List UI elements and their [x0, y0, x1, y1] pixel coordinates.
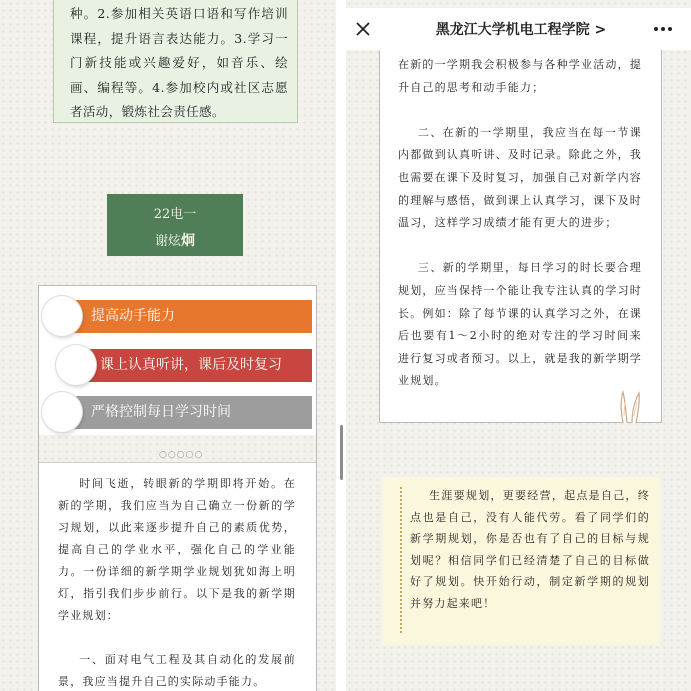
class-label: 22电一 — [153, 207, 197, 222]
top-text-card — [53, 0, 298, 123]
closing-card — [382, 477, 660, 645]
closing-text: 生涯要规划，更要经营，起点是自己，终点也是自己，没有人能代劳。看了同学们的新学期规划，你是否也有了自己的目标与规划呢？相信同学们已经清楚了自己的目标做好了规划。快开始行动，制定新学期的规划并努力起来吧！ — [410, 489, 650, 610]
plan-intro-text: 时间飞逝，转眼新的学期即将开始。在新的学期，我们应当为自己确立一份新的学习规划，以此来逐步提升自己的素质优势，提高自己的学业水平，强化自己的学业能力。一份详细的新学期学业规划犹如海上明灯，指引我们步步前行。以下是我的新学期学业规划： 一、面对电气工程及其自动化的发展前景，我应当提升自己的实际动手能力。 — [58, 477, 296, 688]
profile-box — [107, 194, 243, 256]
pagination-dots[interactable]: ○○○○○ — [159, 450, 204, 460]
more-icon[interactable] — [652, 20, 674, 38]
account-title-link[interactable]: 黑龙江大学机电工程学院 > — [435, 22, 607, 38]
nav-bar — [346, 8, 691, 50]
student-name-last: 炯 — [181, 233, 195, 249]
top-card-text: 种。2.参加相关英语口语和写作培训课程，提升语言表达能力。3.学习一门新技能或兴趣爱好，如音乐、绘画、编程等。4.参加校内或社区志愿者活动，锻炼社会责任感。 — [70, 6, 288, 120]
dotted-line — [400, 487, 402, 633]
scrollbar[interactable] — [340, 425, 343, 480]
article-frame — [38, 285, 317, 691]
plan-article-text: 在新的一学期我会积极参与各种学业活动，提升自己的思考和动手能力； 二、在新的一学期里，我应当在每一节课内都做到认真听讲、及时记录。除此之外，我也需要在课下及时复习，加强自己对新学内容的理解与感悟，做到课上认真学习，课下及时温习，这样学习成绩才能有更大的进步； 三、新的学期里，每日学习的时长要合理规划，应当保持一个能让我专注认真的学习时长。例如：除了每节课的认真学习之外，在课后也要有1～2小时的绝对专注的学习时间来进行复习或者预习。以上，就是我的新学期学业规划。 — [398, 58, 642, 388]
goal-bar-label: 严格控制每日学习时间 — [91, 404, 231, 420]
close-icon[interactable] — [354, 20, 372, 38]
bunny-decoration-icon — [614, 388, 646, 424]
goal-bar-label: 提高动手能力 — [91, 308, 175, 324]
plan-article-card — [379, 50, 662, 423]
right-screenshot — [346, 0, 691, 691]
left-screenshot — [0, 0, 336, 691]
student-name — [107, 230, 243, 250]
student-name-first: 谢炫 — [154, 234, 181, 249]
scroll-track — [337, 0, 346, 691]
goal-bar-label: 课上认真听讲，课后及时复习 — [100, 357, 282, 373]
